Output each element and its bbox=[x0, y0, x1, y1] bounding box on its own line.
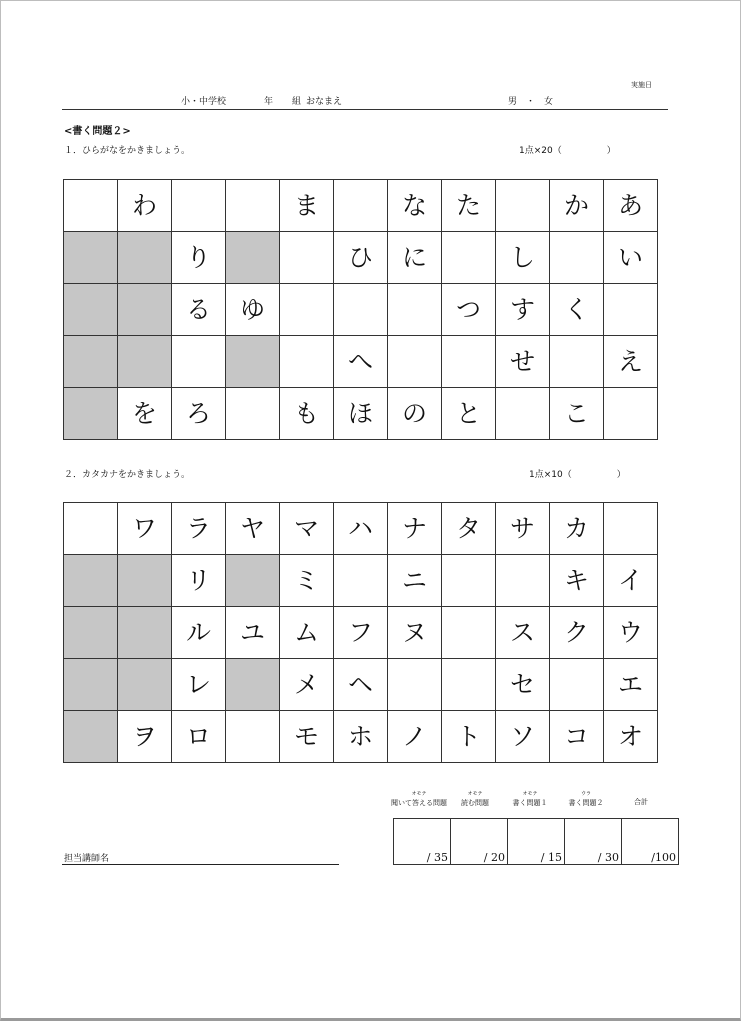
grid-row bbox=[64, 232, 658, 284]
grid-row bbox=[64, 607, 658, 659]
grid-cell-char: か bbox=[550, 180, 604, 232]
grid-cell-shaded bbox=[118, 284, 172, 336]
grid-cell-char: ク bbox=[550, 607, 604, 659]
teacher-label: 担当講師名 bbox=[64, 854, 110, 864]
grid-cell-char: い bbox=[604, 232, 658, 284]
grid-cell-char: リ bbox=[172, 555, 226, 607]
grid-cell-char: ナ bbox=[388, 503, 442, 555]
score-header-ruby: オモテ bbox=[411, 791, 427, 797]
score-header-writing1 bbox=[502, 791, 558, 808]
grid-cell-shaded bbox=[118, 607, 172, 659]
date-label: 実施日 bbox=[631, 81, 652, 89]
grid-cell-shaded bbox=[64, 607, 118, 659]
grid-cell-char: ワ bbox=[118, 503, 172, 555]
score-cell-total: /100 bbox=[622, 819, 679, 865]
grid-cell-blank bbox=[550, 659, 604, 711]
grid-cell-shaded bbox=[118, 336, 172, 388]
grid-cell-char: キ bbox=[550, 555, 604, 607]
grid-cell-shaded bbox=[118, 232, 172, 284]
grid-cell-char: た bbox=[442, 180, 496, 232]
grid-cell-blank bbox=[280, 232, 334, 284]
grid-cell-char: ロ bbox=[172, 711, 226, 763]
grid-cell-shaded bbox=[226, 555, 280, 607]
grid-cell-char: ろ bbox=[172, 388, 226, 440]
grid-cell-char: ほ bbox=[334, 388, 388, 440]
grid-cell-blank bbox=[280, 284, 334, 336]
grid-cell-blank bbox=[550, 336, 604, 388]
grid-cell-char: ノ bbox=[388, 711, 442, 763]
grid-cell-char: ホ bbox=[334, 711, 388, 763]
grid-cell-shaded bbox=[64, 555, 118, 607]
grid-cell-char: ウ bbox=[604, 607, 658, 659]
grid-cell-blank bbox=[64, 503, 118, 555]
grid-cell-char: し bbox=[496, 232, 550, 284]
grid-cell-blank bbox=[550, 232, 604, 284]
score-cell-reading: / 20 bbox=[451, 819, 508, 865]
grid-cell-blank bbox=[172, 180, 226, 232]
grid-row bbox=[64, 711, 658, 763]
grid-cell-blank bbox=[334, 555, 388, 607]
grid-cell-char: ト bbox=[442, 711, 496, 763]
grid-cell-char: な bbox=[388, 180, 442, 232]
grid-cell-char: こ bbox=[550, 388, 604, 440]
grid-cell-char: ヤ bbox=[226, 503, 280, 555]
grid-cell-blank bbox=[388, 336, 442, 388]
grid-cell-blank bbox=[226, 388, 280, 440]
katakana-grid bbox=[63, 502, 658, 763]
header-rule bbox=[62, 109, 668, 110]
grid-row bbox=[64, 659, 658, 711]
score-header-listening bbox=[391, 791, 447, 808]
grid-cell-char: あ bbox=[604, 180, 658, 232]
score-header-total bbox=[613, 797, 669, 807]
grid-cell-blank bbox=[604, 284, 658, 336]
grid-cell-char: ハ bbox=[334, 503, 388, 555]
class-label: 組 bbox=[292, 97, 302, 107]
grid-row bbox=[64, 388, 658, 440]
grid-cell-char: レ bbox=[172, 659, 226, 711]
score-header-label: 書く問題２ bbox=[568, 799, 604, 807]
grid-cell-char: イ bbox=[604, 555, 658, 607]
score-cell-writing1: / 15 bbox=[508, 819, 565, 865]
grid-cell-char: せ bbox=[496, 336, 550, 388]
grid-cell-blank bbox=[388, 284, 442, 336]
grid-cell-char: ル bbox=[172, 607, 226, 659]
grid-cell-shaded bbox=[64, 336, 118, 388]
grid-cell-blank bbox=[442, 232, 496, 284]
grid-cell-char: る bbox=[172, 284, 226, 336]
grid-cell-blank bbox=[226, 180, 280, 232]
grid-cell-char: カ bbox=[550, 503, 604, 555]
hiragana-grid bbox=[63, 179, 658, 440]
grid-cell-char: モ bbox=[280, 711, 334, 763]
gender-label: 男 ・ 女 bbox=[508, 97, 554, 107]
grid-cell-char: コ bbox=[550, 711, 604, 763]
section1-instruction: １．ひらがなをかきましょう。 bbox=[64, 146, 191, 156]
grid-cell-shaded bbox=[64, 284, 118, 336]
grid-cell-shaded bbox=[118, 659, 172, 711]
grid-cell-char: ヘ bbox=[334, 659, 388, 711]
grid-cell-blank bbox=[172, 336, 226, 388]
grid-cell-blank bbox=[496, 388, 550, 440]
grid-cell-char: フ bbox=[334, 607, 388, 659]
school-label: 小・中学校 bbox=[181, 97, 227, 107]
grid-row bbox=[64, 284, 658, 336]
grid-cell-char: タ bbox=[442, 503, 496, 555]
score-cell-listening: / 35 bbox=[394, 819, 451, 865]
grid-cell-blank bbox=[442, 555, 496, 607]
section2-points: 1点×10（ ） bbox=[529, 470, 626, 480]
grid-cell-char: く bbox=[550, 284, 604, 336]
grid-cell-char: と bbox=[442, 388, 496, 440]
score-table bbox=[393, 818, 679, 865]
grid-row bbox=[64, 336, 658, 388]
grid-cell-char: オ bbox=[604, 711, 658, 763]
grid-cell-char: ま bbox=[280, 180, 334, 232]
grid-cell-shaded bbox=[64, 711, 118, 763]
grid-cell-char: マ bbox=[280, 503, 334, 555]
score-header-label: 書く問題１ bbox=[512, 799, 548, 807]
grid-cell-char: わ bbox=[118, 180, 172, 232]
grid-cell-char: ゆ bbox=[226, 284, 280, 336]
score-cell-writing2: / 30 bbox=[565, 819, 622, 865]
grid-cell-blank bbox=[604, 503, 658, 555]
score-header-ruby: オモテ bbox=[467, 791, 483, 797]
grid-cell-blank bbox=[604, 388, 658, 440]
name-label: おなまえ bbox=[306, 97, 343, 107]
score-header-label: 聞いて答える問題 bbox=[391, 799, 447, 807]
teacher-signature-line bbox=[62, 864, 339, 865]
grid-cell-blank bbox=[334, 180, 388, 232]
grid-cell-char: す bbox=[496, 284, 550, 336]
score-header-ruby: オモテ bbox=[522, 791, 538, 797]
grid-cell-char: も bbox=[280, 388, 334, 440]
grid-cell-shaded bbox=[118, 555, 172, 607]
grid-cell-char: り bbox=[172, 232, 226, 284]
grid-cell-shaded bbox=[64, 659, 118, 711]
grid-cell-char: ス bbox=[496, 607, 550, 659]
grid-cell-blank bbox=[280, 336, 334, 388]
grid-row bbox=[64, 180, 658, 232]
grid-cell-char: の bbox=[388, 388, 442, 440]
grid-cell-blank bbox=[496, 180, 550, 232]
grid-cell-char: へ bbox=[334, 336, 388, 388]
year-label: 年 bbox=[264, 97, 274, 107]
grid-cell-shaded bbox=[64, 388, 118, 440]
score-header-writing2 bbox=[558, 791, 614, 808]
grid-cell-char: ユ bbox=[226, 607, 280, 659]
section2-instruction: ２．カタカナをかきましょう。 bbox=[64, 470, 191, 480]
grid-cell-blank bbox=[442, 659, 496, 711]
page-title: <書く問題２> bbox=[64, 126, 131, 137]
grid-cell-blank bbox=[388, 659, 442, 711]
score-header-label: 合計 bbox=[634, 798, 648, 806]
score-header-ruby: ウラ bbox=[580, 791, 591, 797]
grid-cell-char: セ bbox=[496, 659, 550, 711]
grid-cell-blank bbox=[442, 607, 496, 659]
grid-cell-char: メ bbox=[280, 659, 334, 711]
grid-cell-char: ひ bbox=[334, 232, 388, 284]
grid-cell-char: ソ bbox=[496, 711, 550, 763]
section1-points: 1点×20（ ） bbox=[519, 146, 616, 156]
grid-cell-shaded bbox=[226, 232, 280, 284]
grid-cell-char: え bbox=[604, 336, 658, 388]
grid-cell-shaded bbox=[64, 232, 118, 284]
grid-cell-blank bbox=[496, 555, 550, 607]
grid-cell-char: ニ bbox=[388, 555, 442, 607]
grid-cell-char: ラ bbox=[172, 503, 226, 555]
grid-cell-blank bbox=[334, 284, 388, 336]
grid-cell-char: ム bbox=[280, 607, 334, 659]
grid-cell-char: サ bbox=[496, 503, 550, 555]
grid-cell-char: ミ bbox=[280, 555, 334, 607]
grid-cell-shaded bbox=[226, 336, 280, 388]
grid-cell-char: エ bbox=[604, 659, 658, 711]
grid-cell-shaded bbox=[226, 659, 280, 711]
grid-cell-blank bbox=[64, 180, 118, 232]
grid-cell-blank bbox=[442, 336, 496, 388]
grid-cell-char: を bbox=[118, 388, 172, 440]
grid-row bbox=[64, 503, 658, 555]
grid-row bbox=[64, 555, 658, 607]
grid-cell-char: ヲ bbox=[118, 711, 172, 763]
grid-cell-char: に bbox=[388, 232, 442, 284]
grid-cell-blank bbox=[226, 711, 280, 763]
grid-cell-char: ヌ bbox=[388, 607, 442, 659]
score-header-label: 読む問題 bbox=[461, 799, 489, 807]
score-header-reading bbox=[447, 791, 503, 808]
grid-cell-char: つ bbox=[442, 284, 496, 336]
